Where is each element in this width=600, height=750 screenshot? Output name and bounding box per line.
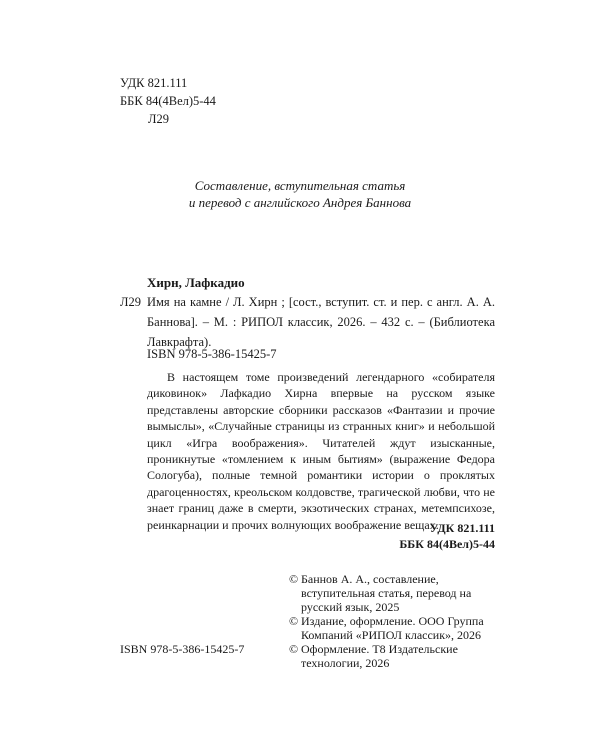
copyright-text: Издание, оформление. ООО Группа Компаний «РИПОЛ классик», 2026 [301,614,484,642]
bottom-classification-codes [300,520,495,552]
credits-line-2: и перевод с английского Андрея Баннова [188,195,412,210]
catalog-entry: Имя на камне / Л. Хирн ; [сост., вступит. ст. и пер. с англ. А. А. Баннова]. – М. : РИПОЛ классик, 2026. – 432 с. – (Библиотека Лавкрафта). [147,295,495,349]
bottom-udk: УДК 821.111 [429,521,495,535]
bottom-bbk: ББК 84(4Вел)5-44 [399,537,495,551]
credits [120,177,480,211]
copyright-line [289,572,504,614]
catalog-code: Л29 [120,295,141,309]
top-classification-codes [120,74,216,128]
copyright-line [289,642,504,670]
annotation-paragraph: В настоящем томе произведений легендарного «собирателя диковинок» Лафкадио Хирна впервые на русском языке представлены авторские сборники рассказов «Фантазии и прочие вымыслы», «Случайные страницы из странных книг» и небольшой цикл «Игра воображения». Читателей ждут изысканные, проникнутые «томлением к иным бытиям» (выражение Федора Сологуба), полные темной романтики истории о проклятых драгоценностях, креольском колдовстве, трагической любви, что не знает границ даже в смерти, экзотических странах, метемпсихозе, реинкарнации и прочих волнующих воображение вещах. [147,370,495,532]
catalog-author: Хирн, Лафкадио [147,275,245,290]
copyright-symbol: © [289,572,299,586]
copyright-text: Оформление. Т8 Издательские технологии, 2026 [301,642,458,670]
catalog-isbn: ISBN 978-5-386-15425-7 [147,347,277,361]
author-mark: Л29 [148,112,169,126]
copyright-symbol: © [289,614,299,628]
bbk-code: ББК 84(4Вел)5-44 [120,94,216,108]
copyright-line [289,614,504,642]
udk-code: УДК 821.111 [120,76,188,90]
credits-line-1: Составление, вступительная статья [194,178,406,193]
copyright-text: Баннов А. А., составление, вступительная статья, перевод на русский язык, 2025 [301,572,472,614]
copyright-block [289,572,504,670]
bottom-isbn: ISBN 978-5-386-15425-7 [120,642,245,656]
copyright-symbol: © [289,642,299,656]
